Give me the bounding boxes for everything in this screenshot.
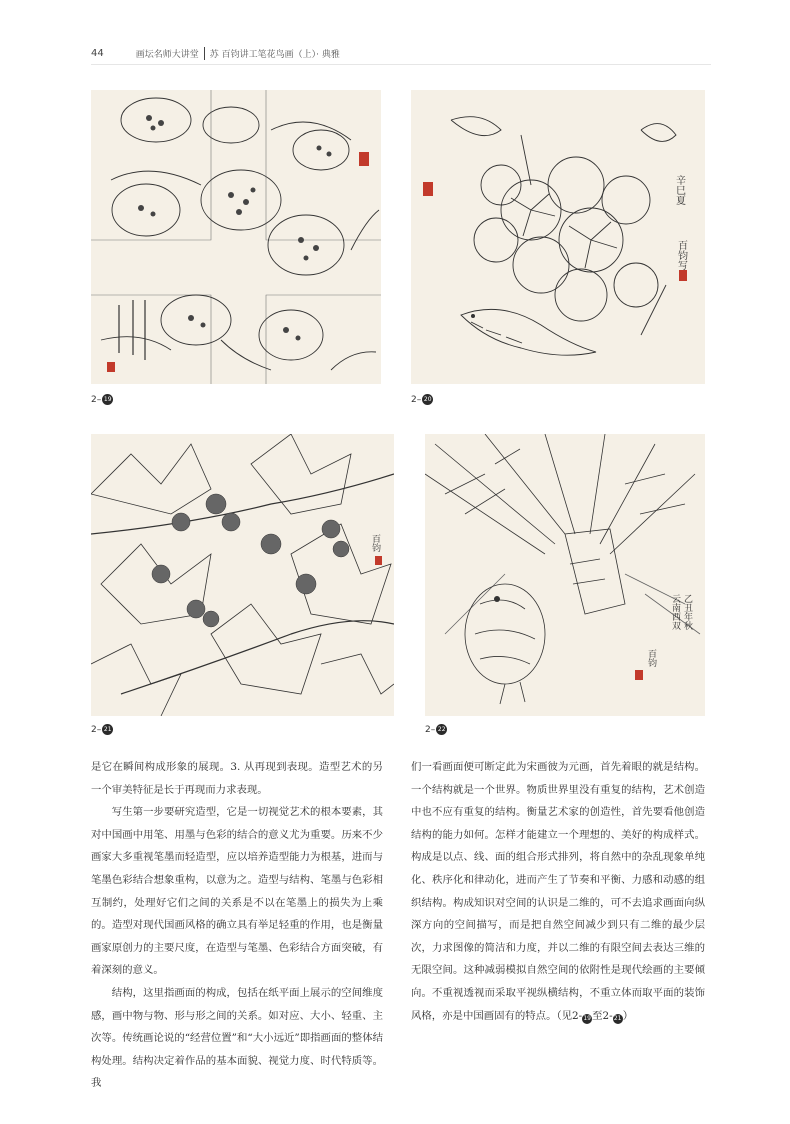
figure-ref-end: 21: [613, 1014, 622, 1022]
figure-number: 19: [103, 396, 112, 403]
figure-caption: 2– 22: [425, 724, 446, 735]
page-number: 44: [91, 47, 104, 59]
plane-tree-drawing: [91, 434, 394, 716]
body-left-column: [91, 756, 383, 1095]
body-right-column: [411, 756, 705, 1027]
lotus-leaves-bird-drawing: [411, 90, 705, 384]
figure-caption: 2– 20: [411, 394, 432, 405]
palm-bird-drawing: [425, 434, 705, 716]
header-divider: [204, 47, 205, 60]
svg-text:百钧写: 百钧写: [675, 240, 687, 270]
paragraph: 写生第一步要研究造型，它是一切视觉艺术的根本要素，其对中国画中用笔、用墨与色彩的结合的意义尤为重要。历来不少画家大多重视笔墨而轻造型，应以培养造型能力为根基，进而与笔墨色彩结合想象重构，以意为之。造型与结构、笔墨与色彩相互制约，处理好它们之间的关系是不以在笔墨上的损失为上乘的。造型对现代国画风格的确立具有举足轻重的作用，也是衡量画家原创力的主要尺度，在造型与笔墨、色彩结合方面突破，有着深刻的意义。: [91, 806, 383, 977]
figure-caption: 2– 21: [91, 724, 112, 735]
figure-2-20-image: [411, 90, 705, 384]
figure-2-19-image: [91, 90, 381, 384]
figure-2-21-image: [91, 434, 394, 716]
figure-number: 20: [423, 396, 432, 403]
figure-ref-start: 19: [583, 1014, 591, 1022]
paragraph: 是它在瞬间构成形象的展现。3. 从再现到表现。造型艺术的另一个审美特征是长于再现而力求表现。: [91, 761, 383, 796]
header-rule: [91, 64, 711, 65]
svg-text:百钧: 百钧: [370, 534, 380, 552]
svg-text:百钧: 百钧: [646, 649, 656, 667]
svg-text:云南西双: 云南西双: [670, 594, 680, 630]
paragraph: 结构，这里指画面的构成，包括在纸平面上展示的空间维度感，画中物与物、形与形之间的关系。如对应、大小、轻重、主次等。传统画论说的“经营位置”和“大小远近”即指画面的整体结构处理。结构决定着作品的基本面貌、视觉力度、时代特质等。我: [91, 986, 383, 1090]
svg-text:乙丑年秋: 乙丑年秋: [682, 594, 692, 630]
figure-caption: 2– 19: [91, 394, 112, 405]
series-title: 画坛名师大讲堂: [135, 49, 199, 60]
lotus-pods-drawing: [91, 90, 381, 384]
running-header: [91, 46, 340, 60]
chapter-title: 苏 百钧讲工笔花鸟画（上）· 典雅: [209, 49, 340, 60]
figure-number: 22: [437, 726, 446, 733]
figure-number: 21: [103, 726, 112, 733]
paragraph: 们一看画面便可断定此为宋画彼为元画，首先着眼的就是结构。一个结构就是一个世界。物质世界里没有重复的结构，艺术创造中也不应有重复的结构。衡量艺术家的创造性，首先要看他创造结构的能力如何。怎样才能建立一个理想的、美好的构成样式。构成是以点、线、面的组合形式排列，将自然中的杂乱现象单纯化、秩序化和律动化，进而产生了节奏和平衡、力感和动感的组织结构。构成知识对空间的认识是二维的，可不去追求画面向纵深方向的空间描写，而是把自然空间减少到只有二维的最少层次，力求图像的简洁和力度，并以二维的有限空间去表达三维的无限空间。这种减弱模拟自然空间的依附性是现代绘画的主要倾向。不重视透视而采取平视纵横结构，不重立体而取平面的装饰风格，亦是中国画固有的特点。（见2-19至2-21）: [411, 761, 705, 1022]
figure-2-22-image: [425, 434, 705, 716]
svg-text:辛巳夏: 辛巳夏: [673, 175, 685, 205]
